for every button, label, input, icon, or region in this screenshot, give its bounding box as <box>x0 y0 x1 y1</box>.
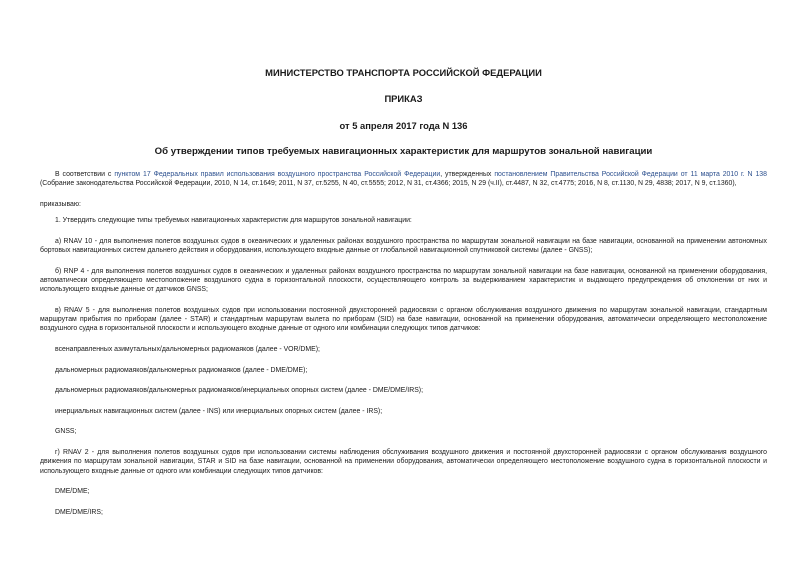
sensor-vor-dme: всенаправленных азимутальных/дальномерных радиомаяков (далее - VOR/DME); <box>55 346 320 354</box>
item-v: в) RNAV 5 - для выполнения полетов воздушных судов при использовании постоянной двухсторонней радиосвязи с органом обслуживания воздушного движения по маршрутам зональной навигации, стандартным маршрутам прибытия по приборам (далее - STAR) и стандартным маршрутам вылета по приборам (SID) на базе навигации, основанной на применении оборудования, автоматически определяющего местоположение воздушного судна в горизонтальной плоскости и использующего входные данные от одного или комбинации следующих типов датчиков: <box>40 306 767 333</box>
sensor-gnss: GNSS; <box>55 428 77 436</box>
sensor-dme-dme-irs-2: DME/DME/IRS; <box>55 508 103 516</box>
preamble-text-3: (Собрание законодательства Российской Федерации, 2010, N 14, ст.1649; 2011, N 37, ст.5255, N 40, ст.5555; 2012, N 31, ст.4366; 2015, N 29 (ч.II), ст.4487, N 32, ст.4775; 2016, N 8, ст.1130, N 29, 4838; 2017, N 9, ст.1360), <box>40 180 737 188</box>
item-g: г) RNAV 2 - для выполнения полетов воздушных судов при использовании системы наблюдения обслуживания воздушного движения и постоянной двухсторонней радиосвязи с органом обслуживания воздушного движения по маршрутам зональной навигации, STAR и SID на базе навигации, основанной на применении оборудования, автоматически определяющего местоположение воздушного судна в горизонтальной плоскости и использующего входные данные от одного или комбинации следующих типов датчиков: <box>40 449 767 475</box>
sensor-dme-dme-2: DME/DME; <box>55 488 90 496</box>
order-word: приказываю: <box>40 200 81 208</box>
resolution-link[interactable]: постановлением Правительства Российской Федерации от 11 марта 2010 г. N 138 <box>494 171 767 178</box>
preamble-paragraph <box>40 170 767 189</box>
item-a: а) RNAV 10 - для выполнения полетов воздушных судов в океанических и удаленных районах воздушного пространства по маршрутам зональной навигации на базе навигации, основанной на применении автономных бортовых навигационных систем дальнего действия и оборудования, использующего входные данные от глобальной навигационной спутниковой системы (далее - GNSS); <box>40 237 767 255</box>
preamble-text-1: В соответствии с <box>55 171 115 178</box>
document-title: Об утверждении типов требуемых навигационных характеристик для маршрутов зональной навигации <box>154 146 653 157</box>
document-body <box>40 170 767 528</box>
item-b: б) RNP 4 - для выполнения полетов воздушных судов в океанических и удаленных районах воздушного пространства по маршрутам зональной навигации на базе навигации, основанной на применении оборудования, автоматически определяющего местоположение воздушного судна в горизонтальной плоскости, осуществляющего контроль за выдерживанием характеристик и выдающего предупреждения об отклонении от них и использующего входные данные от датчиков GNSS; <box>40 267 767 294</box>
sensor-dme-dme: дальномерных радиомаяков/дальномерных радиомаяков (далее - DME/DME); <box>55 366 308 374</box>
item-1: 1. Утвердить следующие типы требуемых навигационных характеристик для маршрутов зональной навигации: <box>55 217 412 225</box>
order-heading: ПРИКАЗ <box>384 93 423 104</box>
sensor-dme-dme-irs: дальномерных радиомаяков/дальномерных радиомаяков/инерциальных опорных систем (далее - DME/DME/IRS); <box>55 387 424 395</box>
preamble-text-2: , утвержденных <box>440 171 495 178</box>
sensor-ins-irs: инерциальных навигационных систем (далее - INS) или инерциальных опорных систем (далее - IRS); <box>55 407 383 415</box>
order-date: от 5 апреля 2017 года N 136 <box>339 120 468 131</box>
rules-link[interactable]: пунктом 17 Федеральных правил использования воздушного пространства Российской Федерации <box>114 171 441 178</box>
ministry-heading: МИНИСТЕРСТВО ТРАНСПОРТА РОССИЙСКОЙ ФЕДЕРАЦИИ <box>265 67 542 78</box>
